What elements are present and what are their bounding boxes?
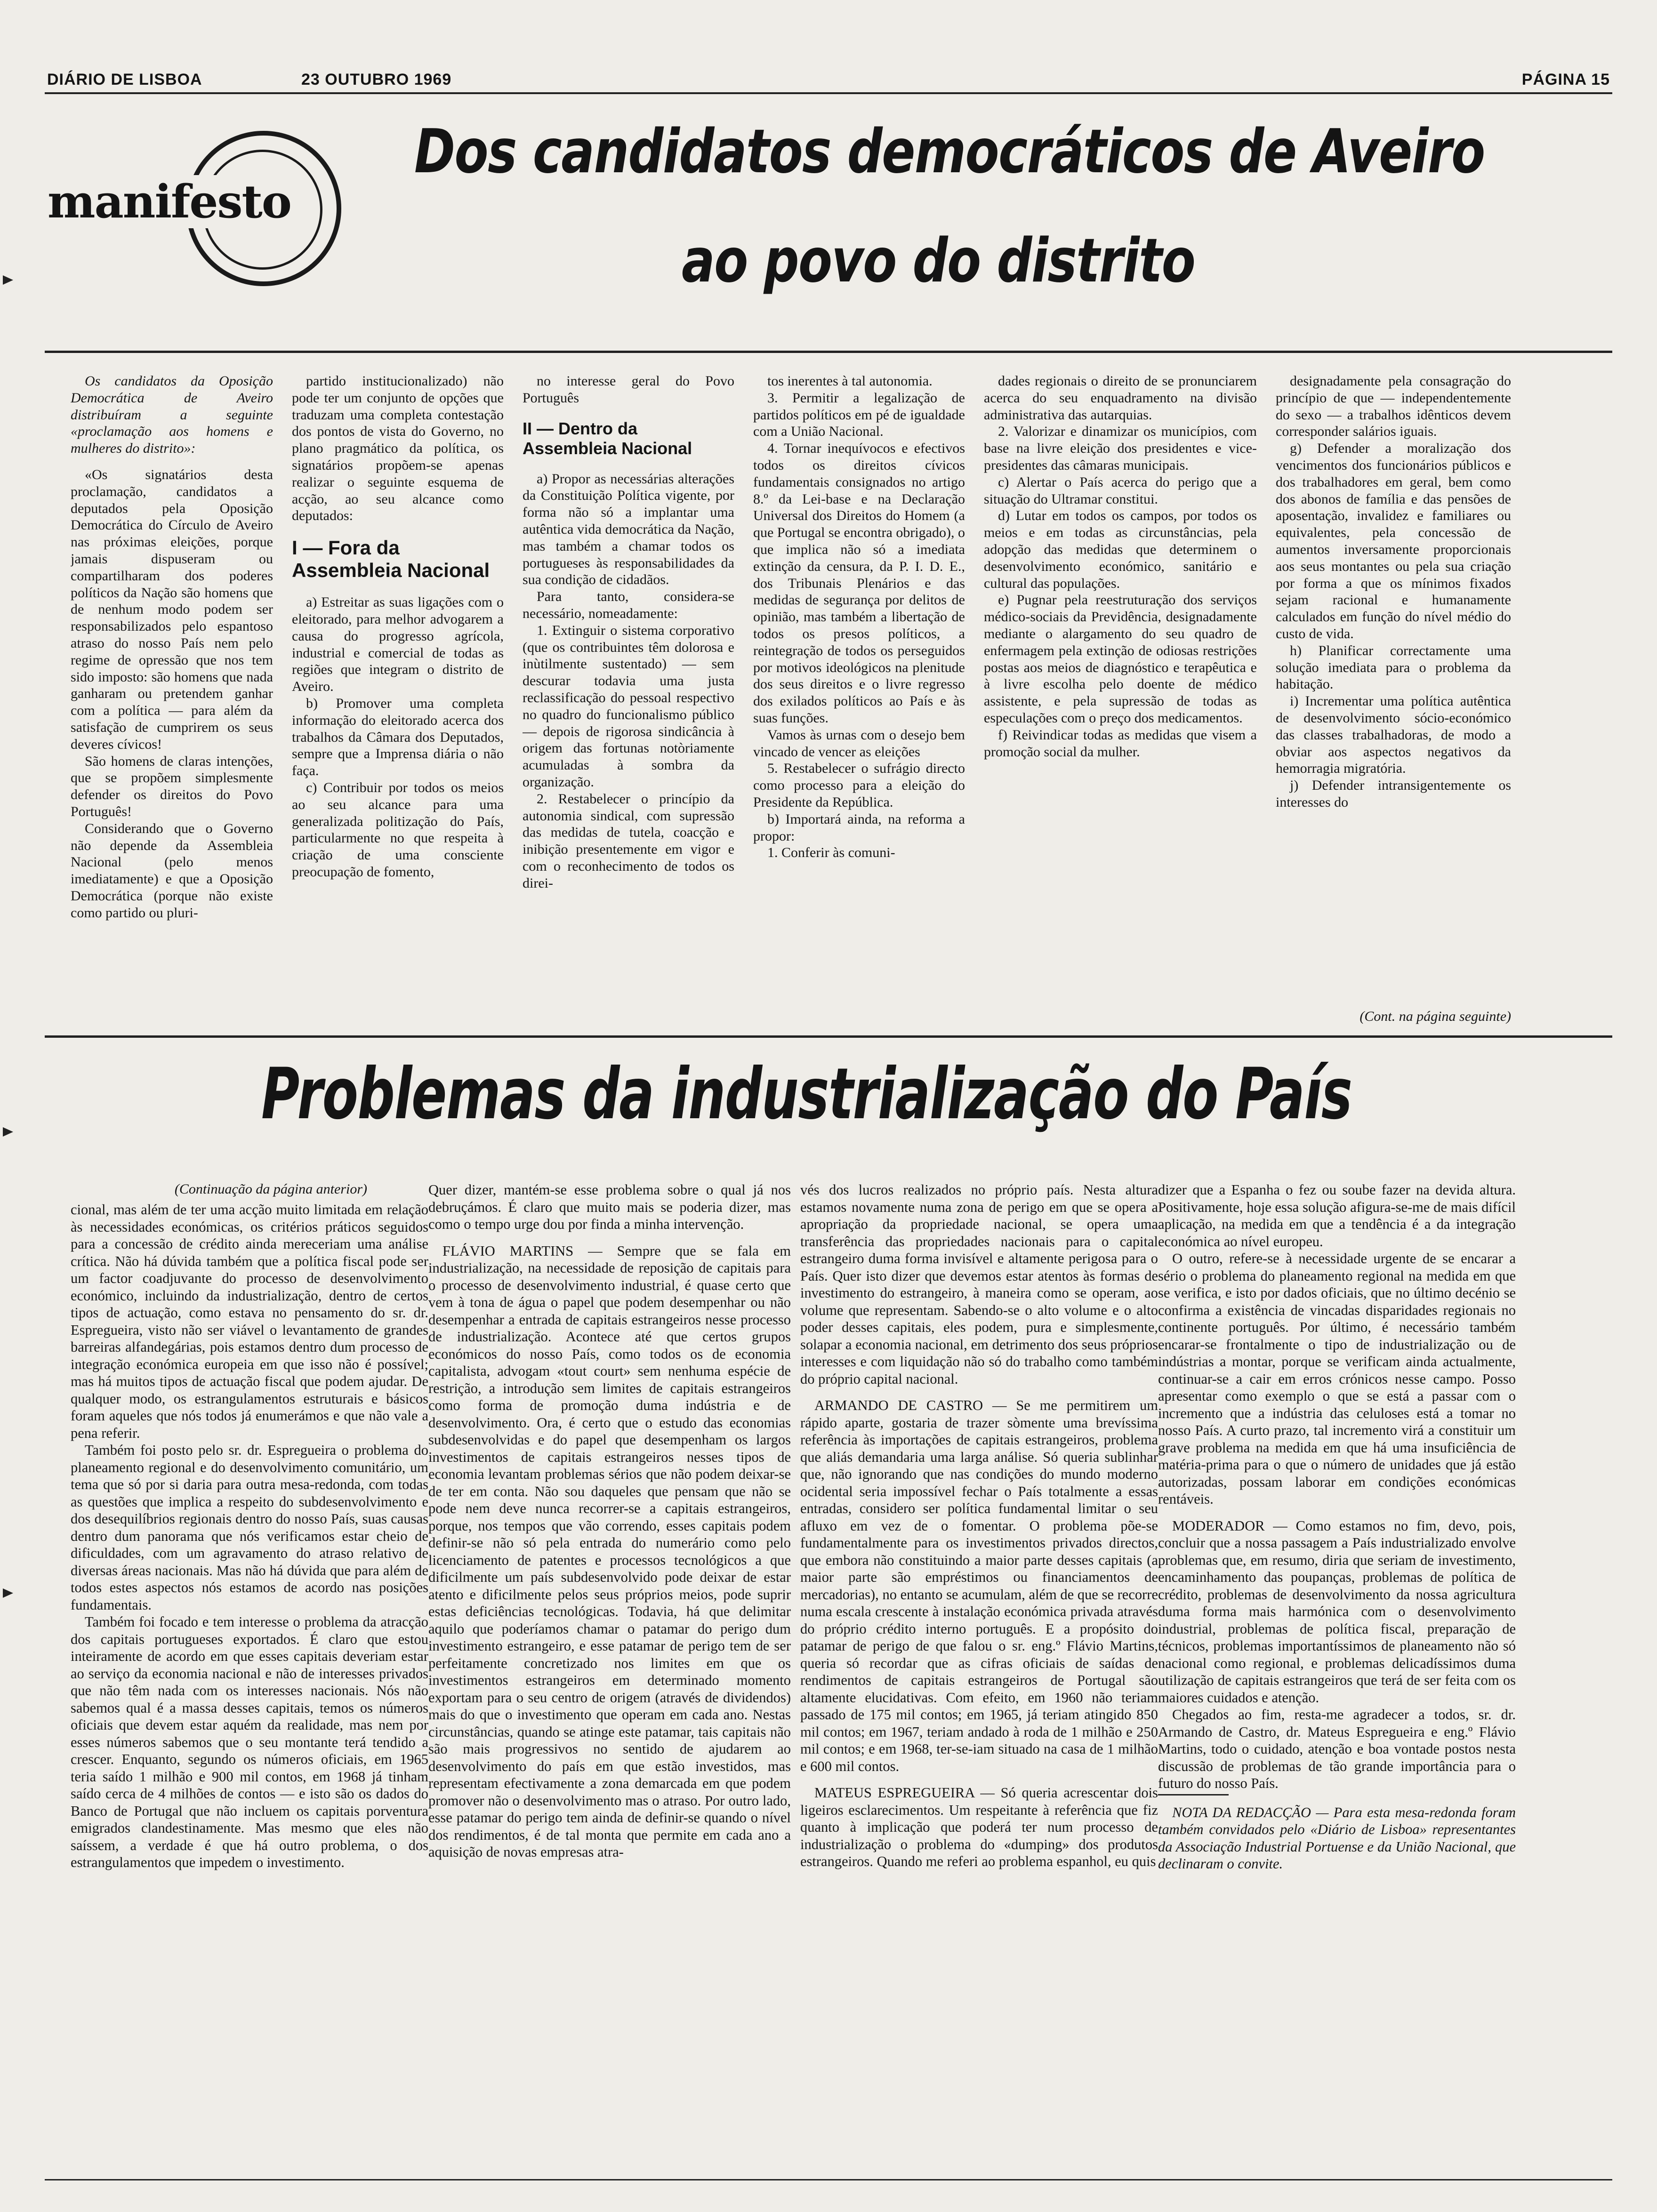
article-paragraph: O outro, refere-se à necessidade urgente de se encarar a sério o problema do planeamento regional na medida em que se verifica, e isto por dados oficiais, que no último decénio se confirma a existência de vincadas disparidades regionais no continente português. Por último, é necessário também encarar-se frontalmente o tipo de industrialização ou de indústrias a montar, porque se verificam ainda actualmente, continuar-se a cair em erros crónicos nesse campo. Posso apresentar como exemplo o que se está a passar com o incremento que a indústria das celuloses está a tomar no nosso País. A curto prazo, tal incremento virá a constituir um grave problema na medida em que há uma insuficiência de matéria-prima para o que o número de unidades que já estão autorizadas, possam laborar em condições económicas rentáveis.: [1158, 1250, 1516, 1507]
manifesto-paragraph: a) Estreitar as suas ligações com o eleitorado, para melhor advogarem a causa do progresso agrícola, industrial e comercial de todas as regiões que integram o distrito de Aveiro.: [292, 594, 504, 695]
manifesto-paragraph: no interesse geral do Povo Português: [523, 373, 734, 406]
manifesto-column-5: [984, 373, 1257, 1022]
article-paragraph: Quer dizer, mantém-se esse problema sobre o qual já nos debruçámos. É claro que muito mais se poderia dizer, mas como o tempo urge dou por finda a minha intervenção.: [428, 1182, 791, 1232]
manifesto-column-2: [292, 373, 504, 1022]
manifesto-column-3: [523, 373, 734, 1022]
speaker-paragraph-armando-de-castro: ARMANDO DE CASTRO — Se me permitirem um rápido aparte, gostaria de trazer sòmente uma brevíssima referência às importações de capitais estrangeiros, problema que aliás demandaria uma larga análise. Só queria sublinhar que, não ignorando que nas condições do mundo moderno ocidental seria impossível fechar o País totalmente a essas entradas, considero ser política fundamental limitar o seu afluxo em vez de o fomentar. O problema põe-se fundamentalmente para os investimentos privados directos, que embora não constituindo a maior parte desses capitais (a maior parte são empréstimos ou financiamentos de mercadorias), no entanto se acumulam, além de que se recorre numa escala crescente à instalação económica privada através do próprio crédito interno português. E a propósito do patamar de perigo de que falou o sr. eng.º Flávio Martins, queria só recordar que as cifras oficiais de saídas de rendimentos de capitais estrangeiros de Portugal são altamente elucidativas. Com efeito, em 1960 não teriam passado de 175 mil contos; em 1965, já teriam atingido 850 mil contos; em 1967, teriam andado à roda de 1 milhão e 250 mil contos; e em 1968, ter-se-iam situado na casa de 1 milhão e 600 mil contos.: [800, 1397, 1158, 1774]
continued-on-next-page: (Cont. na página seguinte): [1359, 1009, 1511, 1024]
manifesto-column-6: [1276, 373, 1511, 1022]
manifesto-paragraph: d) Lutar em todos os campos, por todos os meios e em todas as circunstâncias, pela adopção das medidas que determinem o desenvolvimento económico, sanitário e cultural das populações.: [984, 508, 1257, 591]
manifesto-paragraph: 1. Extinguir o sistema corporativo (que os contribuintes têm dolorosa e inùtilmente sustentado) — sem descurar todavia uma justa reclassificação do pessoal respectivo no quadro do funcionalismo público — depois de rigorosa sindicância à origem das fortunas notòriamente acumuladas à sombra da organização.: [523, 622, 734, 790]
margin-arrow-icon: [3, 275, 13, 285]
manifesto-paragraph: h) Planificar correctamente uma solução imediata para o problema da habitação.: [1276, 642, 1511, 692]
article-column-4: [1158, 1181, 1516, 2161]
note-rule: [1158, 1794, 1229, 1795]
article-paragraph: vés dos lucros realizados no próprio país. Nesta altura estamos novamente numa zona de perigo em que se opera a apropriação da propriedade nacional, se opera uma transferência das propriedades nacionais para o capital estrangeiro duma forma invisível e altamente perigosa para o País. Quer isto dizer que devemos estar atentos às formas de investimento do estrangeiro, à maneira como se operam, ao volume que representam. Sabendo-se o alto volume e o alto poder desses capitais, eles podem, pura e simplesmente, solapar a economia nacional, em detrimento dos seus próprios interesses e com liquidação não só do trabalho como também do próprio capital nacional.: [800, 1182, 1158, 1387]
speaker-paragraph-flavio-martins: FLÁVIO MARTINS — Sempre que se fala em industrialização, na necessidade de reposição de capitais para o processo de desenvolvimento industrial, é quase certo que vem à tona de água o papel que podem desempenhar ou não desempenhar a entrada de capitais estrangeiros nesse processo de industrialização. Acontece até que certos grupos económicos do nosso País, como todos os de economia capitalista, advogam «tout court» sem nenhuma espécie de restrição, a introdução sem limites de capitais estrangeiros como forma de promoção duma indústria e de desenvolvimento. Ora, é certo que o estudo das economias subdesenvolvidas e do papel que desempenham os largos investimentos de capitais estrangeiros nesses tipos de economia levantam problemas sérios que não podem deixar-se de ter em conta. Não sou daqueles que pensam que não se pode nem deve nunca recorrer-se a capitais estrangeiros, porque, nos tempos que vão correndo, esses capitais podem definir-se não só pela entrada do numerário como pelo licenciamento de patentes e processos tecnológicos a que dificilmente um país subdesenvolvido pode deixar de estar atento e dificilmente pelos seus próprios meios, pode suprir estas deficiências tecnológicas. Todavia, há que delimitar aquilo que poderíamos chamar o patamar do perigo dum investimento estrangeiro, e esse patamar de perigo tem de ser perfeitamente concretizado nos limites em que os investimentos estrangeiros em determinado momento exportam para o seu centro de origem (através de dividendos) mais do que o investimento que operam em cada ano. Nestas circunstâncias, quando se atinge este patamar, tais capitais não são mais progressivos no sentido de ajudarem ao desenvolvimento do país em que estão investidos, mas representam efectivamente a zona demarcada em que podem promover não o desenvolvimento mas o atraso. Por outro lado, esse patamar do perigo tem ainda de definir-se quando o nível dos rendimentos, é de tal monta que permite em cada ano a aquisição de novas empresas atra-: [428, 1242, 791, 1860]
section-heading-inside-assembly: II — Dentro da Assembleia Nacional: [523, 418, 692, 458]
publication-name: DIÁRIO DE LISBOA: [47, 71, 202, 88]
editorial-note: NOTA DA REDACÇÃO — Para esta mesa-redonda foram também convidados pelo «Diário de Lisboa» representantes da Associação Industrial Portuense e da União Nacional, que declinaram o convite.: [1158, 1804, 1516, 1872]
manifesto-paragraph: i) Incrementar uma política autêntica de desenvolvimento sócio-económico das classes trabalhadoras, de modo a obviar aos aspectos negativos da hemorragia migratória.: [1276, 693, 1511, 777]
manifesto-paragraph: c) Alertar o País acerca do perigo que a situação do Ultramar constitui.: [984, 474, 1257, 507]
speaker-paragraph-mateus-espregueira: MATEUS ESPREGUEIRA — Só queria acrescentar dois ligeiros esclarecimentos. Um respeitante à referência que fiz quanto à implicação que poderá ter num processo de industrialização o problema do «dumping» dos produtos estrangeiros. Quando me referi ao problema espanhol, eu quis: [800, 1785, 1158, 1869]
article-paragraph: Também foi posto pelo sr. dr. Espregueira o problema do planeamento regional e do desenvolvimento comunitário, um tema que só por si daria para outra mesa-redonda, com todas as questões que implica a respeito do subdesenvolvimento e dos desequilíbrios regionais dentro do nosso País, suas causas dentro dum panorama que nós verificamos estar cheio de dificuldades, com um agravamento do atraso relativo de diversas áreas nacionais. Mas não há dúvida que para além de todos estes aspectos nós estamos de acordo nas posições fundamentais.: [71, 1442, 428, 1613]
manifesto-paragraph: tos inerentes à tal autonomia.: [767, 373, 933, 389]
manifesto-paragraph: 5. Restabelecer o sufrágio directo como processo para a eleição do Presidente da República.: [753, 761, 965, 810]
manifesto-paragraph: c) Contribuir por todos os meios ao seu alcance para uma generalizada politização do País, particularmente no que respeita à criação de uma consciente preocupação de fomento,: [292, 779, 504, 880]
speaker-paragraph-moderador: MODERADOR — Como estamos no fim, devo, pois, concluir que a nossa passagem a País industrializado envolve problemas que, em resumo, diria que seriam de investimento, encaminhamento das poupanças, problemas de política de crédito, problemas de desenvolvimento da nossa agricultura duma forma mais harmónica com o desenvolvimento industrial, problemas de política fiscal, preparação de técnicos, problemas importantíssimos de planeamento não só nacional como regional, e problemas delicadíssimos duma utilização de capitais estrangeiros que terá de ser feita com os maiores cuidados e atenção.: [1158, 1517, 1516, 1706]
manifesto-headline-line2: ao povo do distrito: [682, 226, 1195, 296]
article-column-1: [71, 1201, 428, 2161]
manifesto-paragraph: b) Importará ainda, na reforma a propor:: [753, 811, 965, 844]
manifesto-paragraph: g) Defender a moralização dos vencimentos dos funcionários públicos e dos trabalhadores em geral, bem como dos abonos de família e das pensões de aposentação, invalidez e familiares ou equivalentes, pela concessão de aumentos inversamente proporcionais aos seus montantes ou pela sua criação por forma a que os mínimos fixados sejam racional e humanamente calculados em função do nível médio do custo de vida.: [1276, 441, 1511, 641]
manifesto-column-1: [71, 373, 273, 1022]
section-heading-outside-assembly: I — Fora da Assembleia Nacional: [292, 537, 490, 582]
manifesto-paragraph: 2. Restabelecer o princípio da autonomia sindical, com supressão das medidas de tutela, coacção e inibição presentemente em vigor e com o reconhecimento de todos os direi-: [523, 791, 734, 891]
page-number: PÁGINA 15: [1521, 71, 1610, 88]
article-paragraph: cional, mas além de ter uma acção muito limitada em relação às necessidades económicas, os critérios práticos seguidos para a concessão de crédito ainda mereceriam uma análise crítica. Não há dúvida também que a política fiscal pode ser um factor coadjuvante do processo de desenvolvimento económico, incluindo da industrialização, dentro de certos tipos de actuação, como estava no pensamento do sr. dr. Espregueira, visto não ser viável o levantamento de grandes barreiras alfandegárias, pois estamos dentro dum processo de integração económica europeia em que isso não é possível; mas há muitos tipos de actuação fiscal que podem ajudar. De qualquer modo, os estrangulamentos estruturais e básicos foram aqueles que nós todos já enumerámos e que não vale a pena referir.: [71, 1202, 428, 1441]
manifesto-paragraph: 2. Valorizar e dinamizar os municípios, com base na livre eleição dos presidentes e vice-presidentes das câmaras municipais.: [984, 424, 1257, 473]
article-paragraph: dizer que a Espanha o fez ou soube fazer na devida altura. Positivamente, hoje essa solução afigura-se-me de mais difícil aplicação, na medida em que a tendência é a da integração económica ao nível europeu.: [1158, 1182, 1516, 1250]
manifesto-headline-line1: Dos candidatos democráticos de Aveiro: [414, 117, 1485, 187]
manifesto-logo: manifesto: [45, 175, 294, 228]
manifesto-paragraph: j) Defender intransigentemente os interesses do: [1276, 777, 1511, 810]
manifesto-paragraph: b) Promover uma completa informação do eleitorado acerca dos trabalhos da Câmara dos Deputados, sempre que a Imprensa diária o não faça.: [292, 695, 504, 779]
footer-rule: [45, 2179, 1612, 2180]
margin-arrow-icon: [3, 1127, 13, 1137]
article-column-2: [428, 1181, 791, 2161]
manifesto-intro: Os candidatos da Oposição Democrática de Aveiro distribuíram a seguinte «proclamação aos homens e mulheres do distrito»:: [71, 373, 273, 457]
issue-date: 23 OUTUBRO 1969: [301, 71, 452, 88]
manifesto-paragraph: 4. Tornar inequívocos e efectivos todos os direitos cívicos fundamentais consignados no artigo 8.º da Lei-base e na Declaração Universal dos Direitos do Homem (a que Portugal se encontra obrigado), o que implica não só a imediata extinção da censura, da P. I. D. E., dos Tribunais Plenários e das medidas de segurança por delitos de opinião, mas também a libertação de todos os presos políticos, a reintegração de todos os perseguidos por motivos ideológicos na plenitude dos seus direitos e o livre regresso dos exilados políticos ao País e às suas funções.: [753, 441, 965, 726]
continuation-note: (Continuação da página anterior): [174, 1181, 367, 1197]
article-column-3: [800, 1181, 1158, 2161]
margin-arrow-icon: [3, 1588, 13, 1598]
manifesto-paragraph: partido institucionalizado) não pode ter um conjunto de opções que traduzam uma completa contestação dos pontos de vista do Governo, no plano pragmático da política, os signatários propõem-se apenas realizar o seguinte esquema de acção, ao seu alcance como deputados:: [292, 373, 504, 524]
manifesto-paragraph: e) Pugnar pela reestruturação dos serviços médico-sociais da Previdência, designadamente mediante o alargamento do seu quadro de enfermagem pela extinção de odiosas restrições postas aos meios de diagnóstico e terapêutica e à livre escolha pelo doente de médico assistente, e pela supressão de todas as especulações com o preço dos medicamentos.: [984, 592, 1257, 726]
article-paragraph: Chegados ao fim, resta-me agradecer a todos, sr. dr. Armando de Castro, dr. Mateus Espregueira e eng.º Flávio Martins, todo o cuidado, atenção e boa vontade postos nesta discussão de problemas de tão grande importância para o futuro do nosso País.: [1158, 1707, 1516, 1791]
manifesto-paragraph: 3. Permitir a legalização de partidos políticos em pé de igualdade com a União Nacional.: [753, 390, 965, 440]
manifesto-paragraph: a) Propor as necessárias alterações da Constituição Política vigente, por forma não só a implantar uma autêntica vida democrática da Nação, mas também a chamar todos os portugueses às responsabilidades da sua condição de cidadãos.: [523, 471, 734, 588]
manifesto-paragraph: Considerando que o Governo não depende da Assembleia Nacional (pelo menos imediatamente) e que a Oposição Democrática (porque não existe como partido ou pluri-: [71, 820, 273, 921]
manifesto-paragraph: São homens de claras intenções, que se propõem simplesmente defender os direitos do Povo Português!: [71, 753, 273, 819]
section-divider-rule: [45, 1035, 1612, 1038]
manifesto-paragraph: 1. Conferir às comuni-: [767, 845, 895, 861]
manifesto-top-rule: [45, 351, 1612, 353]
manifesto-paragraph: designadamente pela consagração do princípio de que — independentemente do sexo — a trabalhos idênticos devem corresponder salários iguais.: [1276, 373, 1511, 440]
manifesto-paragraph: f) Reivindicar todas as medidas que visem a promoção social da mulher.: [984, 727, 1257, 760]
manifesto-paragraph: Para tanto, considera-se necessário, nomeadamente:: [523, 589, 734, 621]
industrialization-headline: Problemas da industrialização do País: [261, 1053, 1352, 1135]
manifesto-paragraph: Vamos às urnas com o desejo bem vincado de vencer as eleições: [753, 727, 965, 760]
article-paragraph: Também foi focado e tem interesse o problema da atracção dos capitais portugueses exportados. É claro que estou inteiramente de acordo em que esses capitais deveriam estar ao serviço da economia nacional e não de interesses privados que não têm nada com os interesses nacionais. Nós não sabemos qual é a massa desses capitais, temos os números oficiais que devem estar aquém da realidade, mas nem por esses números sabemos que o seu montante terá tendido a crescer. Enquanto, segundo os números oficiais, em 1965 teria saído 1 milhão e 900 mil contos, em 1968 já tinham saído cerca de 4 milhões de contos — e isto são os dados do Banco de Portugal que não incluem os capitais porventura emigrados clandestinamente. Mas mesmo que eles não saíssem, a verdade é que há outro problema, o dos estrangulamentos que impedem o investimento.: [71, 1614, 428, 1870]
manifesto-paragraph: dades regionais o direito de se pronunciarem acerca do seu enquadramento na divisão administrativa das autarquias.: [984, 373, 1257, 423]
manifesto-paragraph: «Os signatários desta proclamação, candidatos a deputados pela Oposição Democrática do Círculo de Aveiro nas próximas eleições, porque jamais dispuseram ou compartilharam dos poderes políticos da Nação são homens que de nenhum modo podem ser responsabilizados pelo espantoso atraso do nosso País nem pelo regime de opressão que nos tem sido imposto: são homens que nada ganharam ou pretendem ganhar com a política — para além da satisfação de cumprirem os seus deveres cívicos!: [71, 466, 273, 752]
header-rule: [45, 92, 1612, 94]
manifesto-column-4: [753, 373, 965, 1022]
